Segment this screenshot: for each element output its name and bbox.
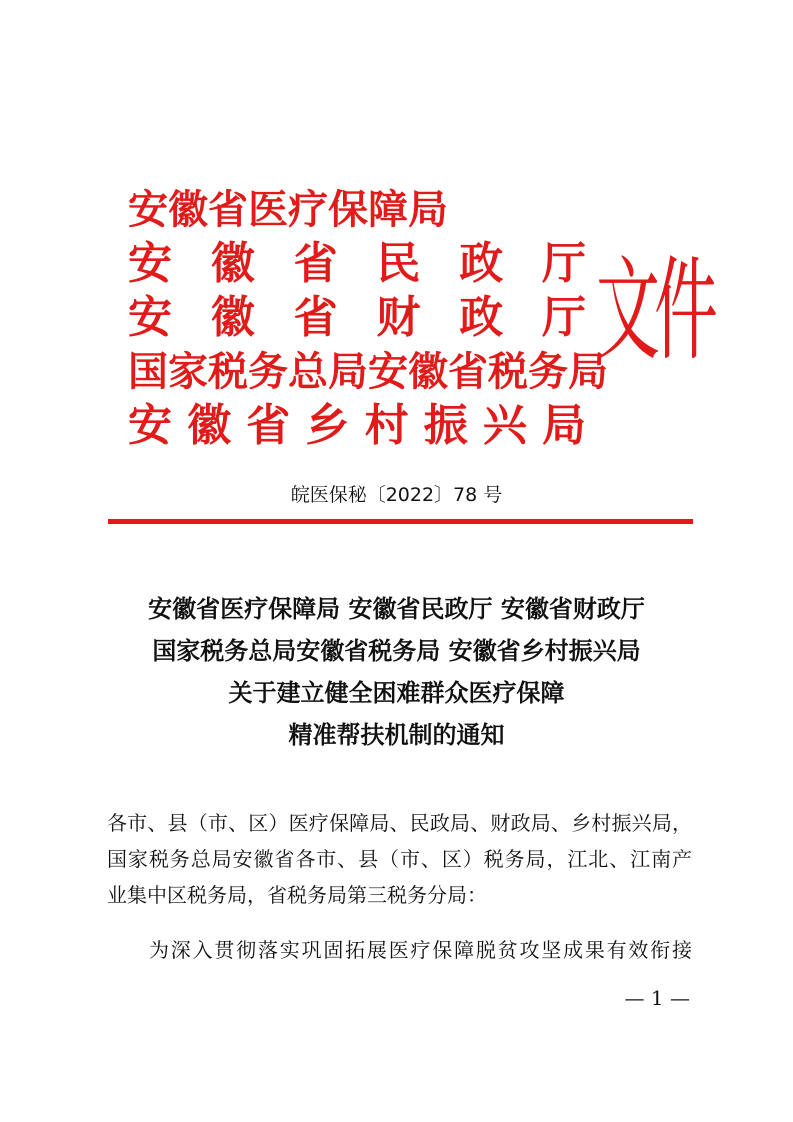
issuer-line-5 (128, 399, 586, 453)
issuer-char: 财 (376, 292, 421, 343)
issuer-line-1: 安徽省医疗保障局 (128, 186, 448, 233)
issuer-char: 徽 (187, 400, 232, 451)
title-line-1: 安徽省医疗保障局 安徽省民政厅 安徽省财政厅 (148, 595, 645, 623)
page-number: — 1 — (624, 986, 690, 1010)
issuer-char: 厅 (541, 238, 586, 289)
issuer-char: 安 (128, 400, 172, 451)
issuer-char: 兴 (482, 400, 527, 451)
issuer-char: 局 (541, 400, 586, 451)
issuer-char: 村 (364, 400, 409, 451)
red-divider-line (108, 519, 693, 524)
issuer-char: 厅 (541, 292, 586, 343)
addressee-line-3: 业集中区税务局，省税务局第三税务分局： (107, 883, 487, 907)
issuer-char: 省 (293, 238, 338, 289)
addressee-block (107, 805, 692, 913)
issuer-char: 省 (293, 292, 338, 343)
document-title (0, 588, 793, 756)
issuer-char: 乡 (305, 400, 350, 451)
issuer-char: 振 (423, 400, 468, 451)
title-line-4: 精准帮扶机制的通知 (288, 721, 505, 749)
title-line-3: 关于建立健全困难群众医疗保障 (228, 679, 565, 707)
issuer-line-4: 国家税务总局安徽省税务局 (128, 348, 608, 395)
body-paragraph: 为深入贯彻落实巩固拓展医疗保障脱贫攻坚成果有效衔接 (149, 938, 692, 962)
issuer-char: 徽 (210, 292, 255, 343)
addressee-line-1: 各市、县（市、区）医疗保障局、民政局、财政局、乡村振兴局， (107, 811, 692, 835)
issuer-char: 安 (128, 292, 172, 343)
issuer-char: 政 (459, 238, 504, 289)
document-number: 皖医保秘〔2022〕78 号 (290, 484, 503, 506)
addressee-line-2: 国家税务总局安徽省各市、县（市、区）税务局，江北、江南产 (107, 847, 692, 871)
issuer-line-2 (128, 237, 586, 291)
issuer-line-3 (128, 291, 586, 345)
issuer-char: 省 (246, 400, 291, 451)
issuer-char: 徽 (210, 238, 255, 289)
issuing-agencies-block (128, 183, 608, 453)
issuer-char: 民 (376, 238, 421, 289)
title-line-2: 国家税务总局安徽省税务局 安徽省乡村振兴局 (152, 637, 641, 665)
document-type-mark: 文件 (596, 247, 712, 377)
issuer-char: 安 (128, 238, 172, 289)
issuer-char: 政 (459, 292, 504, 343)
